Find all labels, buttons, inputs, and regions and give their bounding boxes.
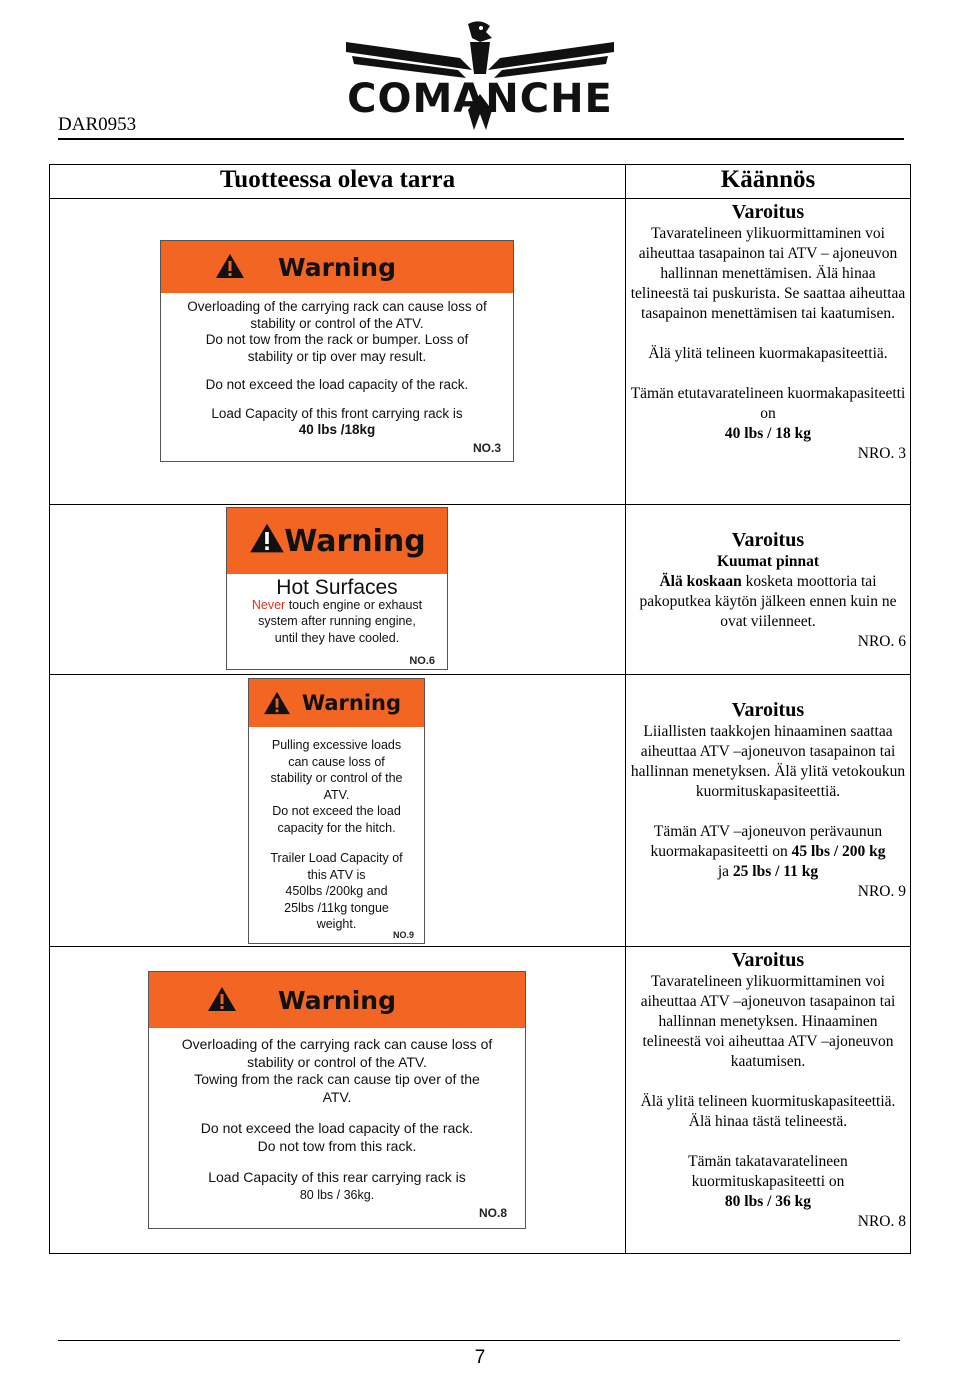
label-line: 40 lbs /18kg: [298, 422, 376, 437]
translation-title: Varoitus: [731, 949, 805, 971]
warning-triangle-icon: [249, 522, 285, 554]
label-line: 450lbs /200kg and: [285, 884, 388, 898]
translation-title: Varoitus: [731, 699, 805, 721]
translation-paragraph: [630, 862, 906, 882]
label-line: Do not exceed the load capacity of the rack.: [200, 1120, 474, 1136]
label-number: NO.6: [409, 655, 435, 667]
column-header-label: Tuotteessa oleva tarra: [219, 166, 456, 193]
row-divider: [49, 504, 911, 505]
label-line: Pulling excessive loads: [271, 738, 402, 752]
label-line: system after running engine,: [258, 614, 416, 628]
translation-bold: 45 lbs / 200 kg: [791, 843, 886, 860]
label-text: [161, 293, 513, 439]
warning-triangle-icon: [263, 691, 291, 715]
label-line: Trailer Load Capacity of: [270, 851, 403, 865]
translation-number: NRO. 3: [857, 445, 906, 462]
translation-text: ja: [717, 863, 733, 880]
translation-cell-1: [630, 200, 906, 464]
label-number: NO.3: [472, 441, 501, 455]
translation-text: Tämän ATV –ajoneuvon perävaunun kuormakapasiteetti on: [650, 823, 883, 860]
warning-triangle-icon: [215, 253, 245, 279]
label-line: Do not exceed the load: [272, 804, 401, 818]
header-divider: [58, 138, 904, 140]
translation-capacity: 40 lbs / 18 kg: [724, 425, 812, 442]
translation-paragraph: Tämän takatavaratelineen kuormituskapasiteetti on: [688, 1153, 848, 1190]
warning-label-no3: [160, 240, 514, 462]
translation-bold: Älä koskaan: [659, 573, 742, 590]
label-line: weight.: [316, 917, 357, 931]
label-heading: Hot Surfaces: [276, 576, 398, 599]
label-text: [249, 727, 424, 933]
row-divider: [49, 198, 911, 199]
label-line: stability or tip over may result.: [247, 348, 427, 364]
label-line: ATV.: [323, 787, 350, 802]
translation-paragraph: Liiallisten taakkojen hinaaminen saattaa aiheuttaa ATV –ajoneuvon tasapainon tai hallinnan menetyksen. Älä ylitä vetokoukun kuormituskapasiteettiä.: [630, 723, 906, 800]
translation-paragraph: [630, 572, 906, 632]
warning-banner: [149, 972, 525, 1028]
translation-title: Varoitus: [731, 201, 805, 223]
label-line: stability or control of the: [270, 771, 403, 785]
warning-label-no9: [248, 678, 425, 944]
warning-heading: Warning: [284, 523, 426, 559]
translation-subtitle: Kuumat pinnat: [716, 553, 820, 570]
warning-heading: Warning: [278, 252, 396, 282]
label-line: stability or control of the ATV.: [247, 1053, 427, 1070]
row-divider: [49, 674, 911, 675]
label-line: capacity for the hitch.: [277, 820, 396, 835]
label-line: stability or control of the ATV.: [250, 315, 424, 331]
label-line: Towing from the rack can cause tip over of the: [194, 1071, 480, 1087]
translation-cell-2: [630, 528, 906, 652]
label-line: Load Capacity of this front carrying rack is: [211, 405, 463, 421]
warning-banner: [161, 241, 513, 293]
warning-label-no8: [148, 971, 526, 1229]
label-line: this ATV is: [307, 867, 366, 882]
translation-cell-4: [630, 948, 906, 1232]
translation-cell-3: [630, 698, 906, 902]
warning-heading: Warning: [278, 985, 396, 1015]
translation-paragraph: Tavaratelineen ylikuormittaminen voi aiheuttaa tasapainon tai ATV – ajoneuvon hallinnan menettämisen. Älä hinaa telineestä tai puskurista. Se saattaa aiheuttaa tasapainon menettämisen tai kaatumisen.: [630, 225, 906, 322]
translation-bold: 25 lbs / 11 kg: [732, 863, 819, 880]
label-never: Never: [251, 597, 286, 612]
label-line: Do not tow from this rack.: [257, 1137, 417, 1154]
warning-triangle-icon: [207, 986, 237, 1012]
column-header-translation: Käännös: [720, 166, 816, 193]
translation-paragraph: Älä ylitä telineen kuormituskapasiteettiä.: [640, 1093, 896, 1110]
warning-banner: [227, 508, 447, 574]
label-line: ATV.: [322, 1088, 352, 1105]
footer-divider: [58, 1340, 900, 1341]
label-line: Do not tow from the rack or bumper. Loss of: [205, 332, 469, 347]
page-number: 7: [474, 1347, 486, 1368]
warning-heading: Warning: [301, 691, 402, 715]
translation-paragraph: [630, 822, 906, 862]
label-number: NO.8: [478, 1206, 507, 1220]
label-line-rest: touch engine or exhaust: [285, 597, 423, 612]
label-text: [149, 1028, 525, 1204]
column-divider: [625, 164, 626, 1254]
label-line: [227, 597, 447, 614]
logo-wordmark: COMANCHE: [347, 76, 613, 122]
row-divider: [49, 946, 911, 947]
translation-paragraph: Tämän etutavaratelineen kuormakapasiteetti on: [630, 385, 906, 422]
label-text: [227, 576, 447, 646]
document-id: DAR0953: [58, 114, 137, 135]
label-line: 80 lbs / 36kg.: [299, 1187, 375, 1202]
label-line: can cause loss of: [288, 754, 385, 769]
translation-number: NRO. 9: [857, 883, 906, 900]
translation-paragraph: Älä hinaa tästä telineestä.: [688, 1113, 848, 1130]
translation-number: NRO. 6: [857, 633, 906, 650]
translation-paragraph: Tavaratelineen ylikuormittaminen voi aiheuttaa ATV –ajoneuvon tasapainon tai hallinnan menetyksen. Hinaaminen telineestä voi aiheuttaa ATV –ajoneuvon kaatumisen.: [640, 973, 896, 1070]
translation-capacity: 80 lbs / 36 kg: [724, 1193, 812, 1210]
label-line: Overloading of the carrying rack can cause loss of: [181, 1036, 493, 1052]
label-number: NO.9: [392, 930, 414, 940]
translation-title: Varoitus: [731, 529, 805, 551]
label-line: 25lbs /11kg tongue: [284, 900, 389, 915]
comanche-logo: [340, 18, 620, 136]
translation-paragraph: Älä ylitä telineen kuormakapasiteettiä.: [648, 345, 888, 362]
label-line: Load Capacity of this rear carrying rack is: [208, 1169, 466, 1185]
warning-label-no6: [226, 507, 448, 670]
translation-number: NRO. 8: [857, 1213, 906, 1230]
warning-banner: [249, 679, 424, 727]
label-line: Overloading of the carrying rack can cause loss of: [187, 299, 487, 314]
label-line: until they have cooled.: [274, 630, 400, 645]
translation-text: kosketa moottoria tai pakoputkea käytön jälkeen ennen kuin ne ovat viilenneet.: [639, 573, 897, 630]
label-line: Do not exceed the load capacity of the rack.: [205, 377, 469, 392]
